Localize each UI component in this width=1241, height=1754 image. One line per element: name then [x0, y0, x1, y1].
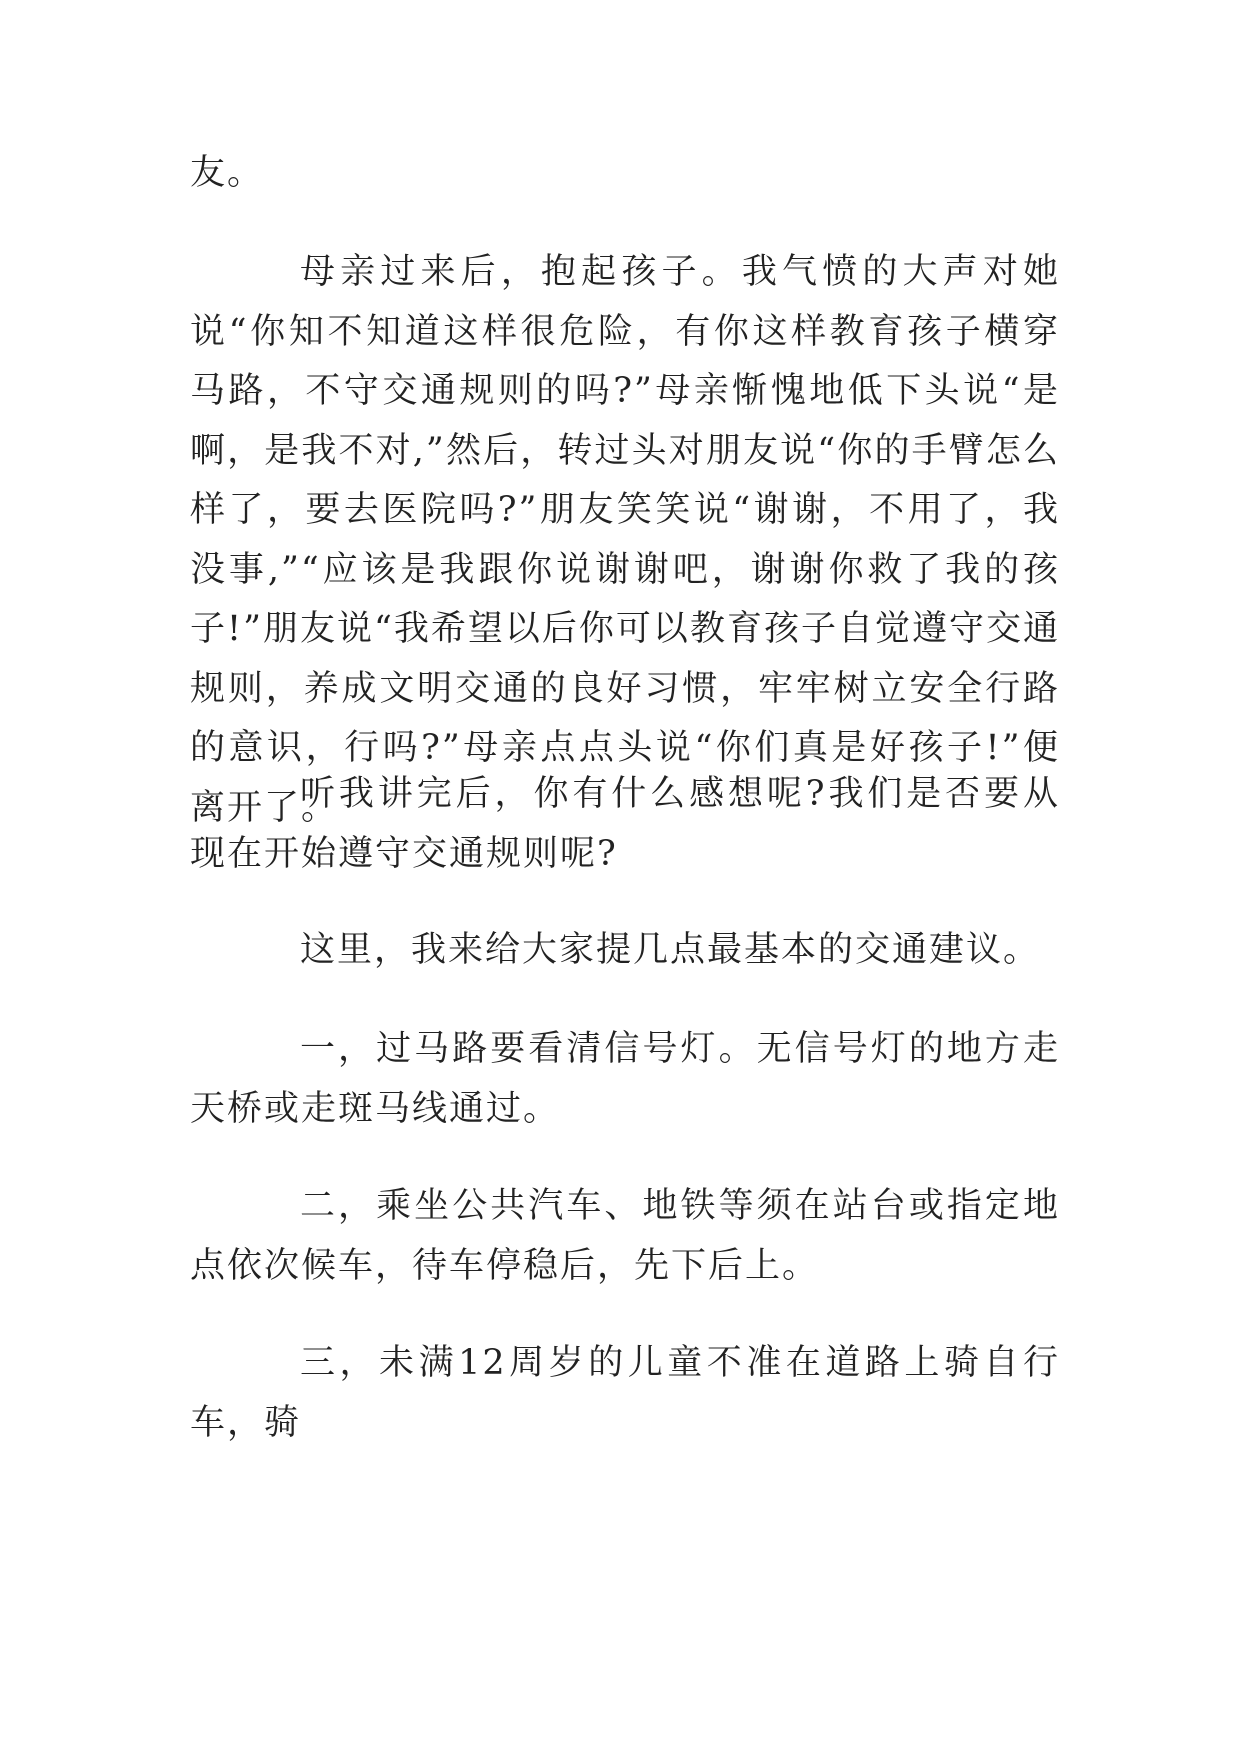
paragraph-suggestion-one: 一，过马路要看清信号灯。无信号灯的地方走天桥或走斑马线通过。 [190, 1029, 1060, 1129]
paragraph-continuation: 友。 [190, 153, 265, 193]
paragraph-reflection-question: 听我讲完后，你有什么感想呢?我们是否要从现在开始遵守交通规则呢? [190, 774, 1060, 874]
paragraph-suggestions-intro: 这里，我来给大家提几点最基本的交通建议。 [300, 930, 1041, 970]
paragraph-mother-story: 母亲过来后，抱起孩子。我气愤的大声对她说“你知不知道这样很危险，有你这样教育孩子横穿马路，不守交通规则的吗?”母亲惭愧地低下头说“是啊，是我不对,”然后，转过头对朋友说“你的手臂怎么样了，要去医院吗?”朋友笑笑说“谢谢，不用了，我没事,”“应该是我跟你说谢谢吧，谢谢你救了我的孩子!”朋友说“我希望以后你可以教育孩子自觉遵守交通规则，养成文明交通的良好习惯，牢牢树立安全行路的意识，行吗?”母亲点点头说“你们真是好孩子!”便离开了。 [190, 252, 1060, 828]
paragraph-suggestion-two: 二，乘坐公共汽车、地铁等须在站台或指定地点依次候车，待车停稳后，先下后上。 [190, 1186, 1060, 1286]
paragraph-suggestion-three: 三，未满12周岁的儿童不准在道路上骑自行车，骑 [190, 1343, 1060, 1443]
